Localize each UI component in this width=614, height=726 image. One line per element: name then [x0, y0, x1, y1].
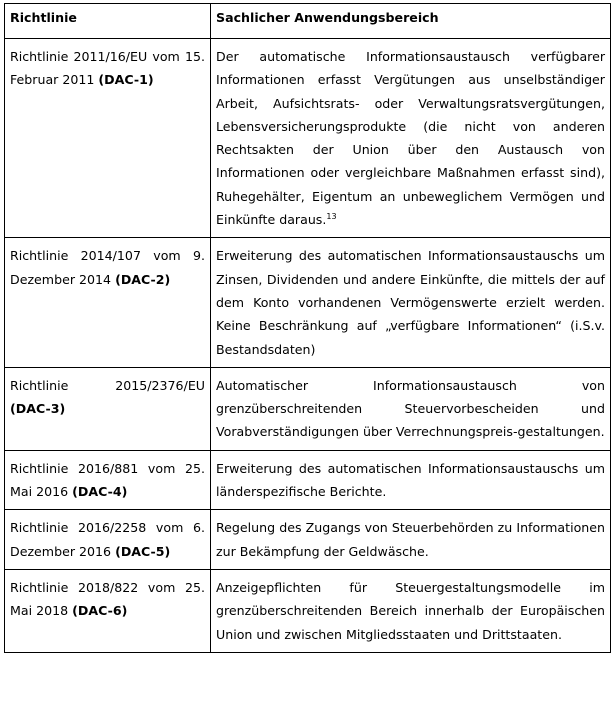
header-directive: Richtlinie — [5, 4, 211, 39]
scope-cell — [211, 39, 611, 238]
directive-cell — [5, 238, 211, 367]
directive-name: Richtlinie 2014/107 vom 9. Dezember 2014 — [10, 248, 205, 287]
directive-code: (DAC-2) — [115, 271, 171, 287]
scope-text: Regelung des Zugangs von Steuerbehörden zu Informationen zur Bekämpfung der Geldwäsche. — [216, 520, 605, 559]
scope-text: Erweiterung des automatischen Informationsaustauschs um länderspezifische Berichte. — [216, 460, 605, 500]
header-scope: Sachlicher Anwendungsbereich — [211, 4, 611, 39]
directive-cell — [5, 450, 211, 510]
scope-cell — [211, 238, 611, 367]
scope-cell — [211, 367, 611, 450]
table-row — [5, 569, 611, 652]
scope-text: Erweiterung des automatischen Informationsaustauschs um Zinsen, Dividenden und andere Einkünfte, die mittels der auf dem Konto vorhandenen Vermögenswerte erzielt werden. Keine Beschränkung auf „verfügbare Informationen“ (i.S.v. Bestandsdaten) — [216, 248, 605, 357]
directive-name: Richtlinie 2018/822 vom 25. Mai 2018 — [10, 579, 205, 619]
directive-code: (DAC-4) — [72, 484, 128, 500]
directive-cell — [5, 367, 211, 450]
directive-name: Richtlinie 2011/16/EU vom 15. Februar 2011 — [10, 49, 205, 88]
directive-name: Richtlinie 2015/2376/EU — [10, 377, 205, 393]
scope-cell — [211, 510, 611, 570]
table-row — [5, 510, 611, 570]
scope-text: Anzeigepflichten für Steuergestaltungsmodelle im grenzüberschreitenden Bereich innerhalb der Europäischen Union und zwischen Mitgliedsstaaten und Drittstaaten. — [216, 579, 605, 642]
directive-code: (DAC-1) — [98, 72, 154, 88]
directive-name: Richtlinie 2016/881 vom 25. Mai 2016 — [10, 460, 205, 500]
scope-text: Der automatische Informationsaustausch verfügbarer Informationen erfasst Vergütungen aus unselbständiger Arbeit, Aufsichtsrats- oder Verwaltungsratsvergütungen, Lebensversicherungsprodukte (die nicht von anderen Rechtsakten der Union über den Austausch von Informationen oder vergleichbare Maßnahmen erfasst sind), Ruhegehälter, Eigentum an unbeweglichem Vermögen und Einkünfte daraus. — [216, 49, 605, 228]
directive-name: Richtlinie 2016/2258 vom 6. Dezember 2016 — [10, 520, 205, 559]
table-row — [5, 238, 611, 367]
table-row — [5, 367, 611, 450]
directive-code: (DAC-3) — [10, 401, 66, 417]
directive-cell — [5, 569, 211, 652]
table-row — [5, 39, 611, 238]
directive-code: (DAC-5) — [115, 543, 171, 559]
table-row — [5, 450, 611, 510]
directive-cell — [5, 510, 211, 570]
directives-table — [4, 3, 611, 653]
footnote-marker: 13 — [326, 211, 337, 221]
table-header-row — [5, 4, 611, 39]
scope-cell — [211, 450, 611, 510]
scope-cell — [211, 569, 611, 652]
directive-code: (DAC-6) — [72, 603, 128, 619]
scope-text: Automatischer Informationsaustausch von grenzüberschreitenden Steuervorbescheiden und Vorabverständigungen über Verrechnungspreis-gestaltungen. — [216, 377, 605, 440]
directive-cell — [5, 39, 211, 238]
